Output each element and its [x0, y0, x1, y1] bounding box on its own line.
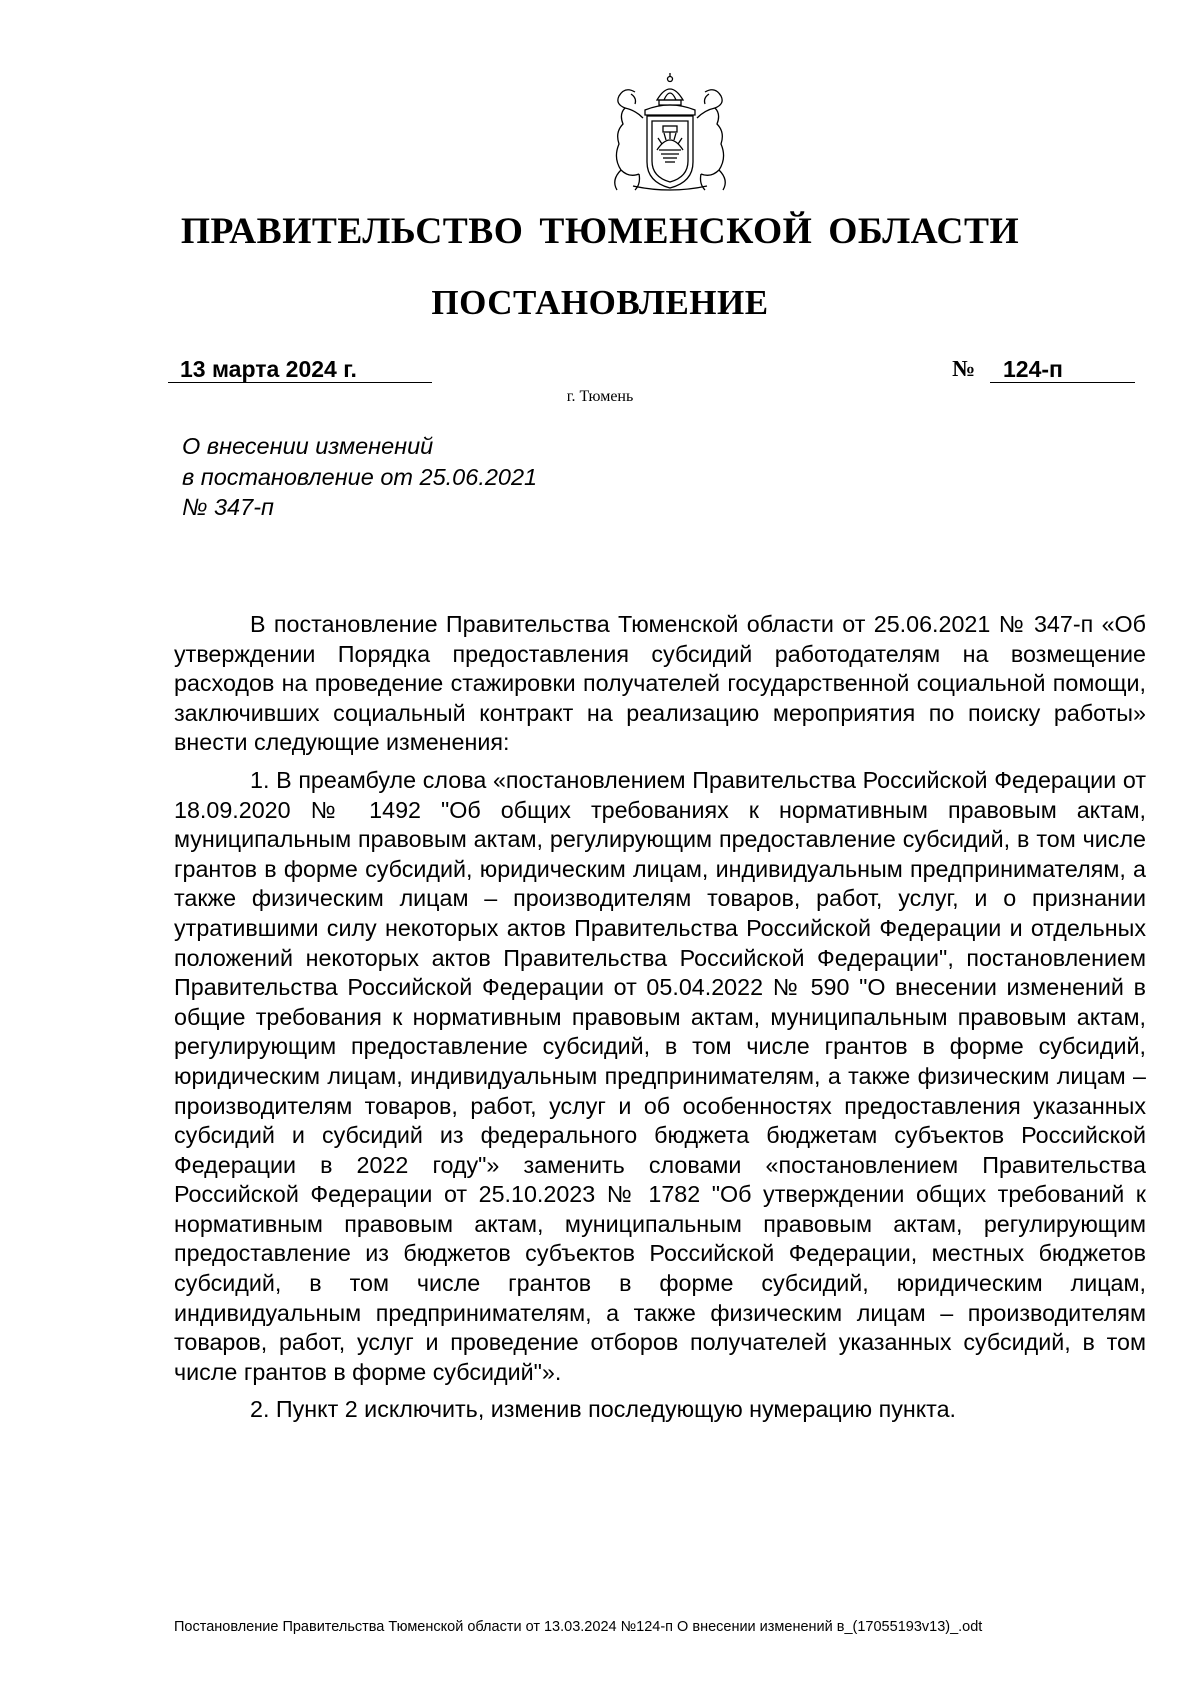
document-body [174, 610, 1146, 1433]
body-paragraph: 1. В преамбуле слова «постановлением Правительства Российской Федерации от 18.09.2020 № 1492 "Об общих требованиях к нормативным правовым актам, муниципальным правовым актам, регулирующим предоставление субсидий, в том числе грантов в форме субсидий, юридическим лицам, индивидуальным предпринимателям, а также физическим лицам – производителям товаров, работ, услуг, и о признании утратившими силу некоторых актов Правительства Российской Федерации и отдельных положений некоторых актов Правительства Российской Федерации", постановлением Правительства Российской Федерации от 05.04.2022 № 590 "О внесении изменений в общие требования к нормативным правовым актам, муниципальным правовым актам, регулирующим предоставление субсидий, в том числе грантов в форме субсидий, юридическим лицам, индивидуальным предпринимателям, а также физическим лицам – производителям товаров, работ, услуг и об особенностях предоставления указанных субсидий и субсидий из федерального бюджета бюджетам субъектов Российской Федерации в 2022 году"» заменить словами «постановлением Правительства Российской Федерации от 25.10.2023 № 1782 "Об утверждении общих требований к нормативным правовым актам, муниципальным правовым актам, регулирующим предоставление из бюджетов субъектов Российской Федерации, местных бюджетов субсидий, в том числе грантов в форме субсидий, юридическим лицам, индивидуальным предпринимателям, а также физическим лицам – производителям товаров, работ, услуг и проведение отборов получателей указанных субсидий, в том числе грантов в форме субсидий"». [174, 766, 1146, 1385]
city: г. Тюмень [566, 388, 634, 405]
document-number: 124-п [1003, 356, 1063, 382]
document-type: ПОСТАНОВЛЕНИЕ [431, 283, 769, 322]
left-supporter-icon [615, 90, 643, 190]
number-underline [990, 382, 1135, 383]
body-paragraph: В постановление Правительства Тюменской области от 25.06.2021 № 347-п «Об утверждении Порядка предоставления субсидий работодателям на возмещение расходов на проведение стажировки получателей государственной социальной помощи, заключивших социальный контракт на реализацию мероприятия по поиску работы» внести следующие изменения: [174, 611, 1146, 756]
subject-line: в постановление от 25.06.2021 [182, 463, 538, 490]
organization-title: ПРАВИТЕЛЬСТВО ТЮМЕНСКОЙ ОБЛАСТИ [180, 211, 1020, 252]
document-subject [182, 431, 537, 523]
subject-line: № 347-п [182, 494, 274, 520]
footer-filename: Постановление Правительства Тюменской области от 13.03.2024 №124-п О внесении изменений в_(17055193v13)_.odt [174, 1619, 983, 1635]
document-date: 13 марта 2024 г. [180, 356, 357, 382]
subject-line: О внесении изменений [182, 433, 434, 459]
number-sign: № [952, 356, 976, 381]
date-underline [168, 382, 432, 383]
right-supporter-icon [697, 90, 725, 190]
body-paragraph: 2. Пункт 2 исключить, изменив последующую нумерацию пункта. [250, 1396, 957, 1423]
crown-icon [657, 73, 683, 105]
shield-icon [647, 116, 693, 188]
coat-of-arms [595, 70, 745, 194]
